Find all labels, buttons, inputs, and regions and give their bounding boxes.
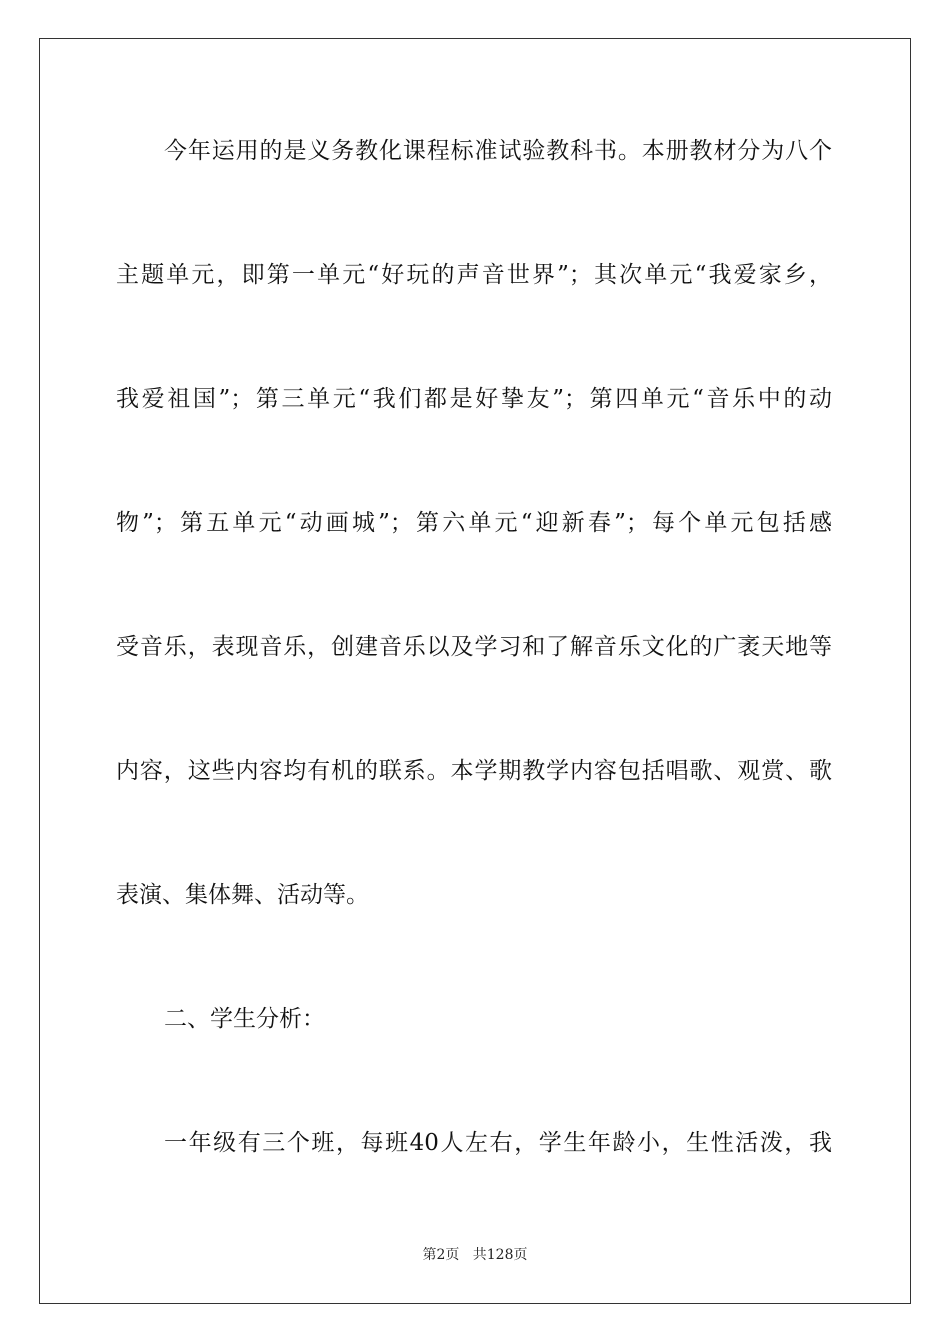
- paragraph-1-line-2: 主题单元，即第一单元“好玩的声音世界”；其次单元“我爱家乡，: [116, 262, 832, 288]
- page-footer: [0, 1245, 950, 1265]
- paragraph-1-line-5: 受音乐，表现音乐，创建音乐以及学习和了解音乐文化的广袤天地等: [116, 634, 832, 660]
- paragraph-1-line-4: 物”；第五单元“动画城”；第六单元“迎新春”；每个单元包括感: [116, 510, 832, 536]
- page-total: 共128页: [472, 1247, 528, 1263]
- paragraph-1-line-1: 今年运用的是义务教化课程标准试验教科书。本册教材分为八个: [164, 138, 832, 164]
- paragraph-1-line-3: 我爱祖国”；第三单元“我们都是好挚友”；第四单元“音乐中的动: [116, 386, 832, 412]
- section-heading-student-analysis: 二、学生分析：: [164, 1006, 325, 1032]
- paragraph-1-line-7: 表演、集体舞、活动等。: [116, 882, 369, 908]
- paragraph-2-line-1: 一年级有三个班，每班40人左右，学生年龄小，生性活泼，我: [164, 1130, 832, 1156]
- page-frame: [39, 38, 911, 1304]
- paragraph-1-line-6: 内容，这些内容均有机的联系。本学期教学内容包括唱歌、观赏、歌: [116, 758, 832, 784]
- page-number: 第2页: [422, 1247, 460, 1263]
